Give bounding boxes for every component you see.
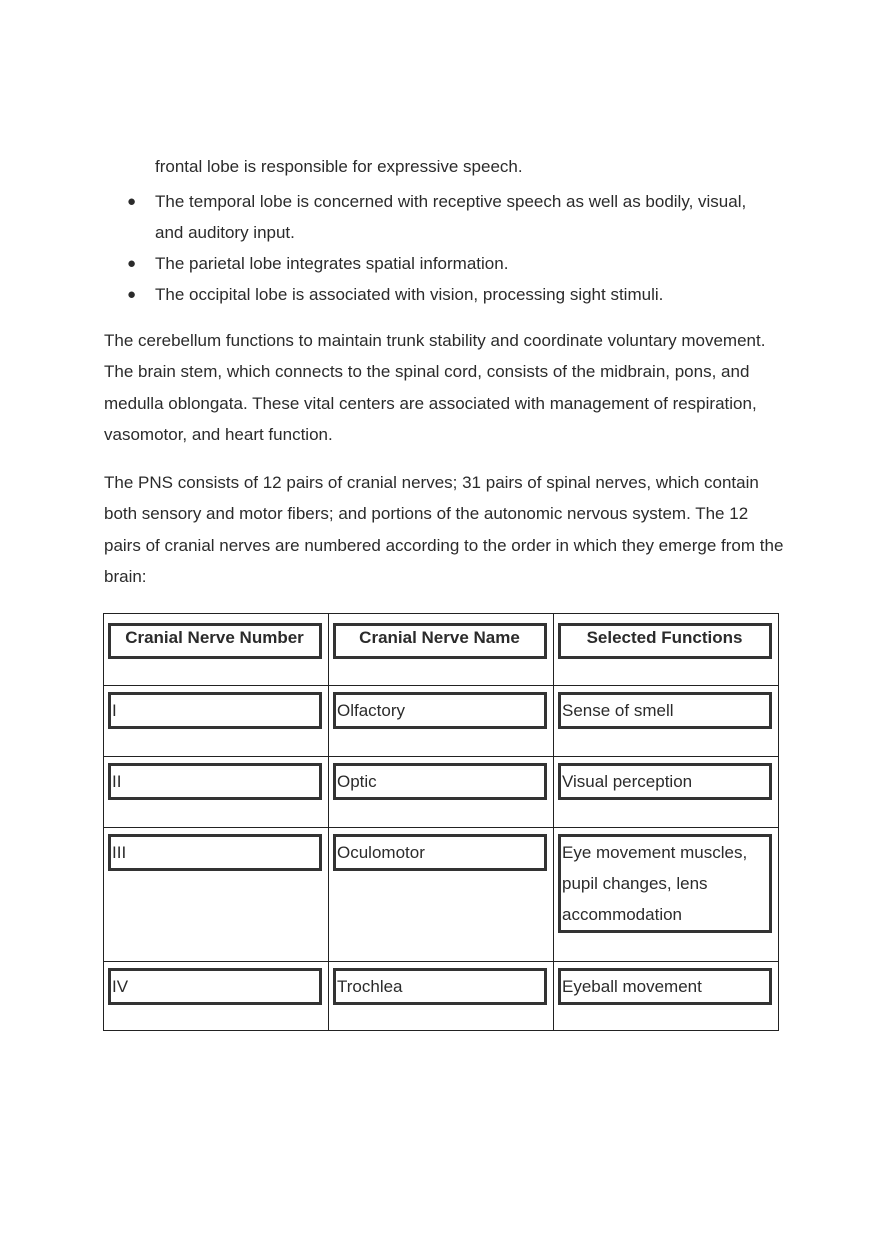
nerve-number: IV [108,968,322,1005]
nerve-number: II [108,763,322,800]
table-cell [104,757,329,828]
header-nerve-number: Cranial Nerve Number [108,623,322,659]
table-cell [104,686,329,757]
nerve-function: Eyeball movement [558,968,772,1005]
nerve-number: I [108,692,322,729]
header-cell [104,614,329,686]
table-cell [329,828,554,962]
table-cell [554,962,779,1031]
cerebellum-paragraph: The cerebellum functions to maintain trunk stability and coordinate voluntary movement. The brain stem, which connects to the spinal cord, consists of the midbrain, pons, and medulla oblongata. These vital centers are associated with management of respiration, vasomotor, and heart function. [104,331,766,444]
table-header-row [104,614,779,686]
list-item-text: The parietal lobe integrates spatial information. [155,254,509,273]
table-cell [104,962,329,1031]
continued-text: frontal lobe is responsible for expressive speech. [155,157,523,176]
table-row [104,828,779,962]
nerve-function: Sense of smell [558,692,772,729]
bullet-icon: ● [127,193,137,210]
nerve-name: Optic [333,763,547,800]
nerve-name: Olfactory [333,692,547,729]
bullet-icon: ● [127,286,137,303]
nerve-function: Eye movement muscles, pupil changes, lens accommodation [558,834,772,933]
bullet-icon: ● [127,255,137,272]
list-item-text-continued: and auditory input. [155,223,295,242]
lobe-bullet-list [104,186,784,310]
table-cell [554,757,779,828]
header-nerve-name: Cranial Nerve Name [333,623,547,659]
table-cell [329,686,554,757]
nerve-name: Trochlea [333,968,547,1005]
table-row [104,757,779,828]
table-row [104,686,779,757]
header-cell [329,614,554,686]
table-cell [329,757,554,828]
table-cell [554,828,779,962]
nerve-number: III [108,834,322,871]
cranial-nerves-table [103,613,779,1031]
list-item [104,248,784,279]
list-item-text: The occipital lobe is associated with vision, processing sight stimuli. [155,285,664,304]
table-cell [104,828,329,962]
nerve-name: Oculomotor [333,834,547,871]
table-row [104,962,779,1031]
header-functions: Selected Functions [558,623,772,659]
list-item-text: The temporal lobe is concerned with receptive speech as well as bodily, visual, [155,192,747,211]
table-cell [554,686,779,757]
nerve-function: Visual perception [558,763,772,800]
list-item [104,279,784,310]
table-cell [329,962,554,1031]
pns-paragraph: The PNS consists of 12 pairs of cranial nerves; 31 pairs of spinal nerves, which contain both sensory and motor fibers; and portions of the autonomic nervous system. The 12 pairs of cranial nerves are numbered according to the order in which they emerge from the brain: [104,473,784,586]
header-cell [554,614,779,686]
list-item [104,186,784,248]
